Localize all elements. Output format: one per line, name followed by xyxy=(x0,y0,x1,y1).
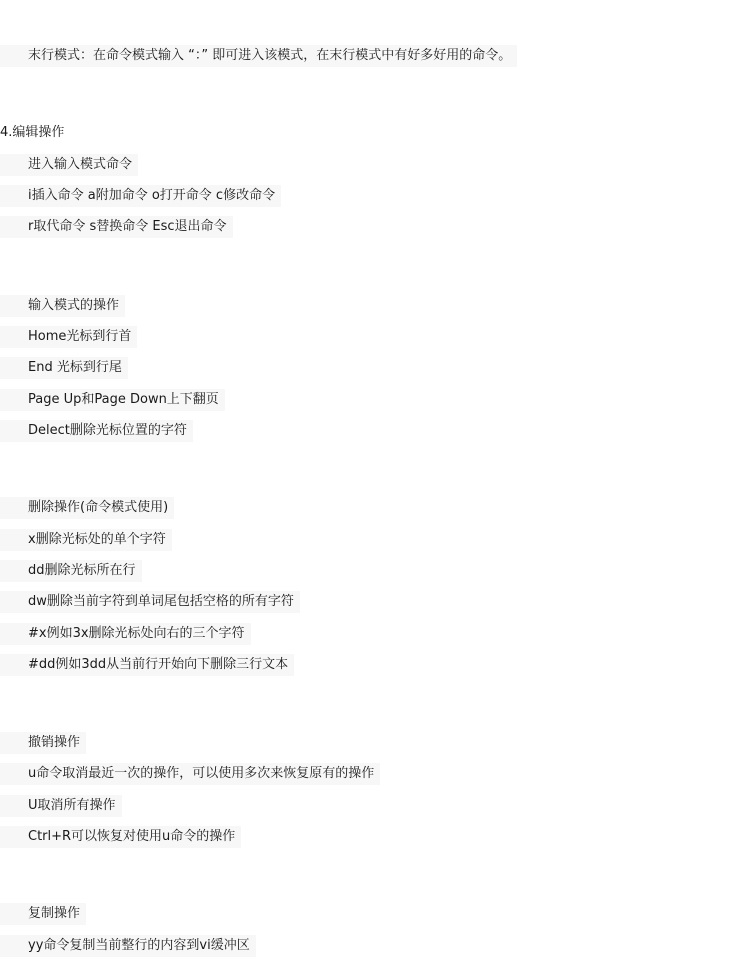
copy-ops-title: 复制操作 xyxy=(0,903,86,925)
undo-ops-item: u命令取消最近一次的操作，可以使用多次来恢复原有的操作 xyxy=(0,763,380,785)
delete-ops-item: dd删除光标所在行 xyxy=(0,560,142,582)
enter-input-title: 进入输入模式命令 xyxy=(0,154,138,176)
enter-input-item: i插入命令 a附加命令 o打开命令 c修改命令 xyxy=(0,185,281,207)
input-mode-item: Home光标到行首 xyxy=(0,326,137,348)
delete-ops-item: x删除光标处的单个字符 xyxy=(0,529,172,551)
input-mode-title: 输入模式的操作 xyxy=(0,295,125,317)
enter-input-item: r取代命令 s替换命令 Esc退出命令 xyxy=(0,216,233,238)
undo-ops-item: Ctrl+R可以恢复对使用u命令的操作 xyxy=(0,826,241,848)
input-mode-item: End 光标到行尾 xyxy=(0,357,128,379)
input-mode-item: Page Up和Page Down上下翻页 xyxy=(0,389,225,411)
delete-ops-item: dw删除当前字符到单词尾包括空格的所有字符 xyxy=(0,591,300,613)
undo-ops-item: U取消所有操作 xyxy=(0,795,122,817)
delete-ops-item: #x例如3x删除光标处向右的三个字符 xyxy=(0,623,251,645)
section-title: 4.编辑操作 xyxy=(0,125,65,140)
intro-line: 末行模式：在命令模式输入 “：” 即可进入该模式，在末行模式中有好多好用的命令。 xyxy=(0,45,517,67)
delete-ops-item: #dd例如3dd从当前行开始向下删除三行文本 xyxy=(0,654,294,676)
delete-ops-title: 删除操作(命令模式使用) xyxy=(0,497,174,519)
input-mode-item: Delect删除光标位置的字符 xyxy=(0,420,193,442)
undo-ops-title: 撤销操作 xyxy=(0,732,86,754)
copy-ops-item: yy命令复制当前整行的内容到vi缓冲区 xyxy=(0,935,256,957)
